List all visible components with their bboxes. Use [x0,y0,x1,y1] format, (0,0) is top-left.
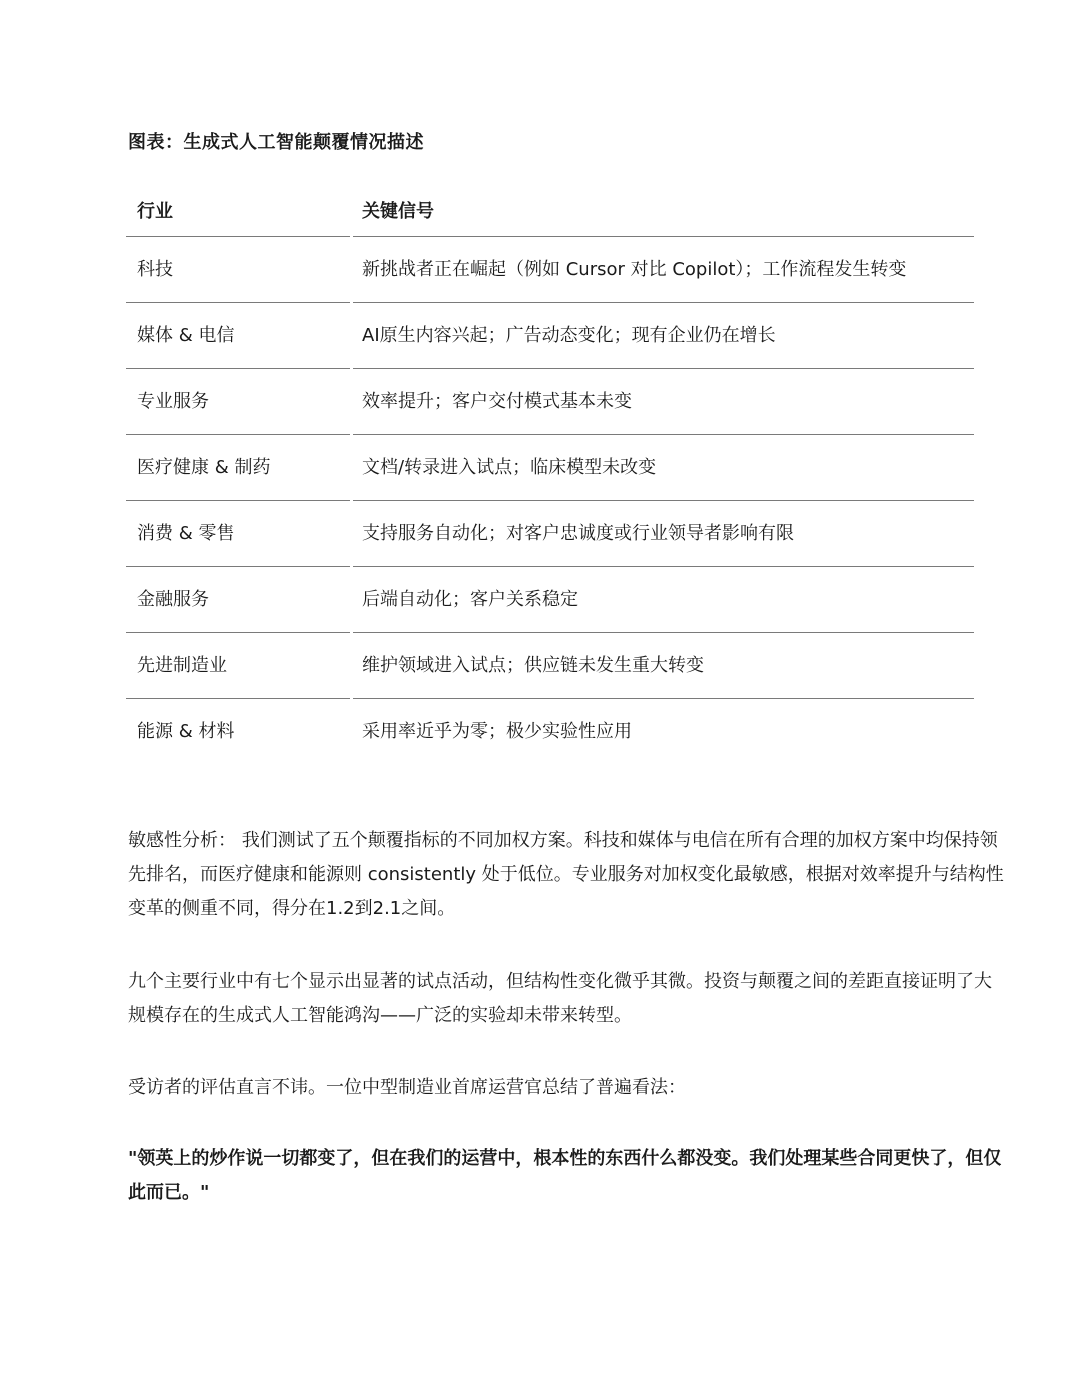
signal-cell: 效率提升；客户交付模式基本未变 [362,390,632,412]
industry-cell: 消费 & 零售 [137,522,235,544]
coo-quote: "领英上的炒作说一切都变了，但在我们的运营中，根本性的东西什么都没变。我们处理某些合同更快了，但仅此而已。" [128,1148,1002,1203]
row-divider [126,632,974,633]
row-divider [126,566,974,567]
pilot-activity-paragraph: 九个主要行业中有七个显示出显著的试点活动，但结构性变化微乎其微。投资与颠覆之间的差距直接证明了大规模存在的生成式人工智能鸿沟——广泛的实验却未带来转型。 [128,971,992,1026]
signal-cell: 维护领域进入试点；供应链未发生重大转变 [362,654,704,676]
table-row [126,567,974,632]
signal-cell: 文档/转录进入试点；临床模型未改变 [362,456,657,478]
row-divider [126,368,974,369]
figure-title: 图表：生成式人工智能颠覆情况描述 [128,132,424,153]
table-row [126,633,974,698]
signal-cell: 支持服务自动化；对客户忠诚度或行业领导者影响有限 [362,522,794,544]
row-divider [126,236,974,237]
table-row [126,237,974,302]
header-key-signal: 关键信号 [362,201,434,222]
signal-cell: AI原生内容兴起；广告动态变化；现有企业仍在增长 [362,324,776,346]
industry-cell: 专业服务 [137,390,209,412]
table-row [126,699,974,764]
industry-cell: 能源 & 材料 [137,720,235,742]
table-row [126,501,974,566]
signal-cell: 新挑战者正在崛起（例如 Cursor 对比 Copilot）；工作流程发生转变 [362,258,907,280]
signal-cell: 采用率近乎为零；极少实验性应用 [362,720,632,742]
row-divider [126,434,974,435]
industry-cell: 先进制造业 [137,654,227,676]
respondents-paragraph: 受访者的评估直言不讳。一位中型制造业首席运营官总结了普遍看法： [128,1077,686,1098]
table-row [126,435,974,500]
industry-cell: 媒体 & 电信 [137,324,235,346]
table-row [126,369,974,434]
row-divider [126,698,974,699]
table-row [126,303,974,368]
sensitivity-analysis-paragraph: 敏感性分析： 我们测试了五个颠覆指标的不同加权方案。科技和媒体与电信在所有合理的加权方案中均保持领先排名，而医疗健康和能源则 consistently 处于低位。专业服务对加权变化最敏感，根据对效率提升与结构性变革的侧重不同，得分在1.2到2.1之间。 [128,830,1004,919]
industry-cell: 医疗健康 & 制药 [137,456,271,478]
header-industry: 行业 [137,201,173,222]
industry-cell: 金融服务 [137,588,209,610]
table-header-row [126,188,974,236]
signal-cell: 后端自动化；客户关系稳定 [362,588,578,610]
row-divider [126,500,974,501]
industry-cell: 科技 [137,258,173,280]
disruption-table [126,188,974,764]
row-divider [126,302,974,303]
